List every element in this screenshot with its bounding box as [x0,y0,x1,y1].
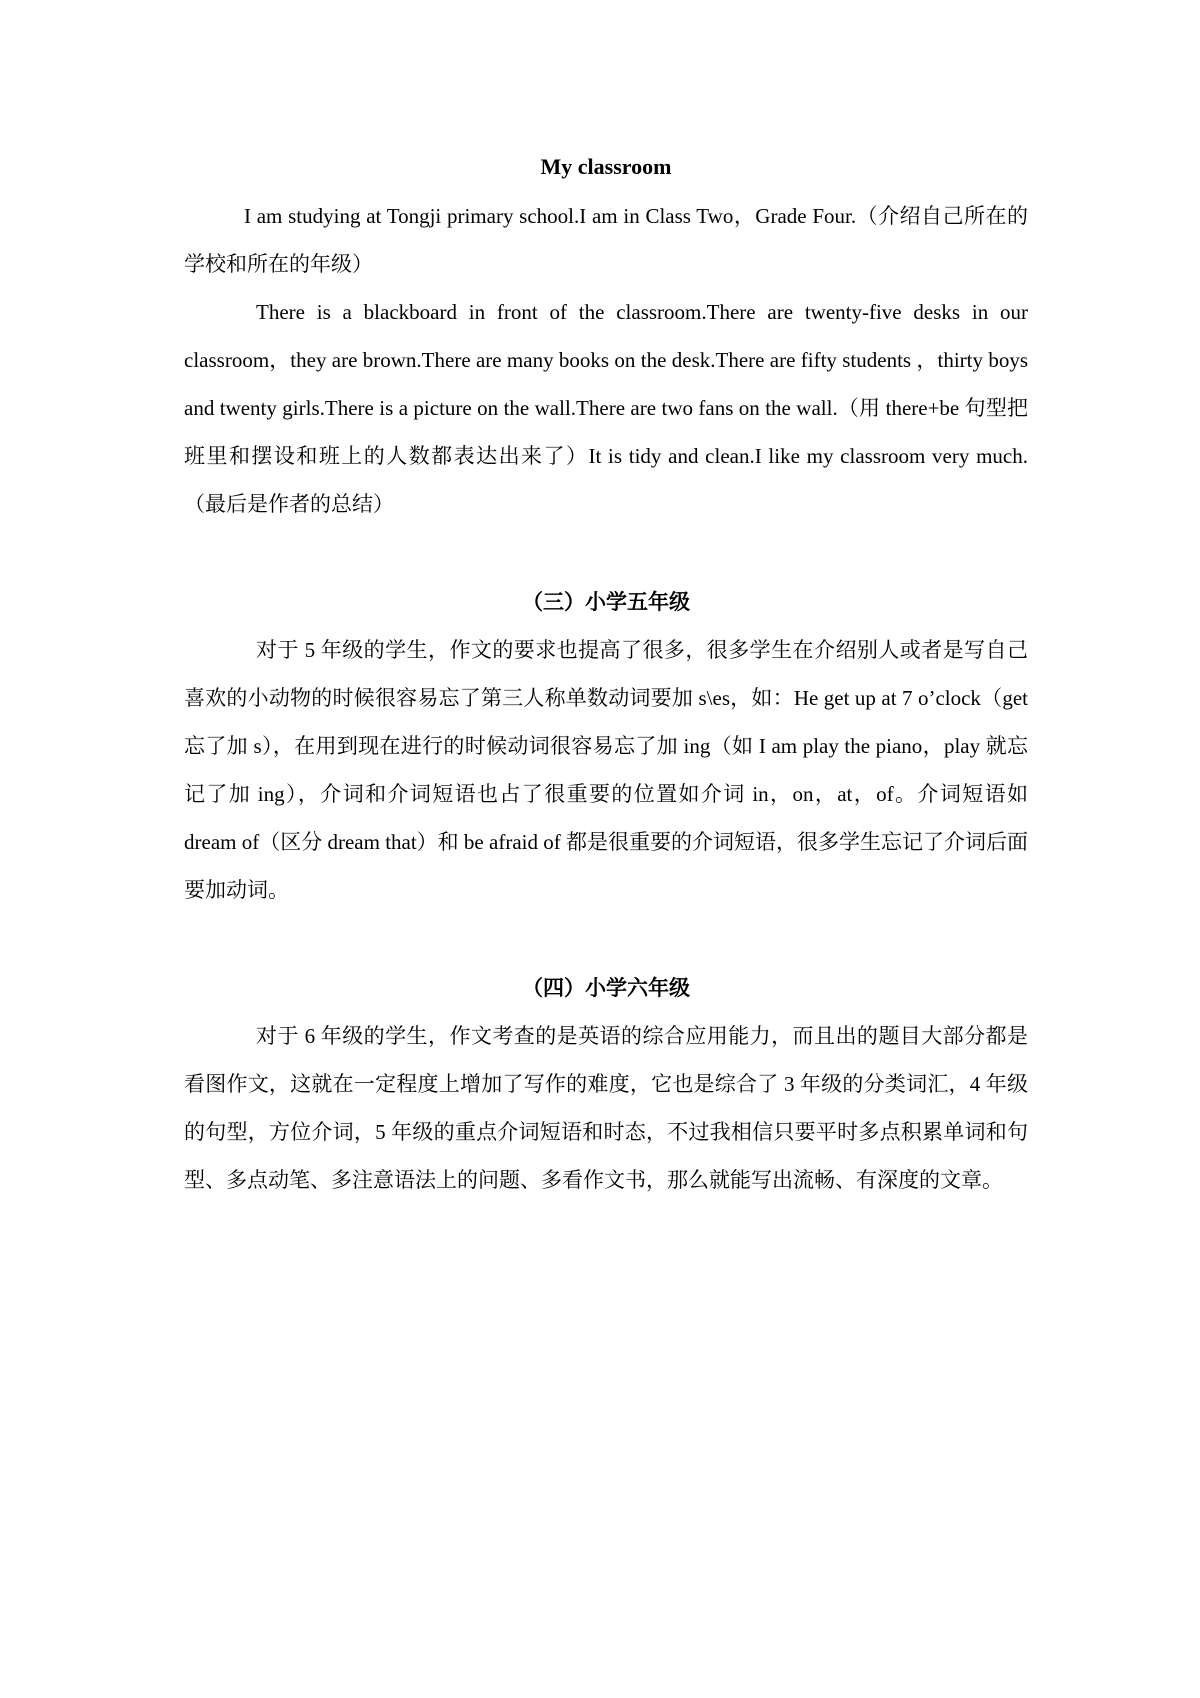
essay-title: My classroom [540,154,672,179]
section-heading-grade5: （三）小学五年级 [522,590,690,614]
section-paragraph-grade5: 对于 5 年级的学生，作文的要求也提高了很多，很多学生在介绍别人或者是写自己喜欢的小动物的时候很容易忘了第三人称单数动词要加 s\es，如：He get up at 7 o’clock（get 忘了加 s），在用到现在进行的时候动词很容易忘了加 ing（如 I am play the piano，play 就忘记了加 ing），介词和介词短语也占了很重要的位置如介词 in，on，at，of。介词短语如 dream of（区分 dream that）和 be afraid of 都是很重要的介词短语，很多学生忘记了介词后面要加动词。 [184,638,1028,902]
classroom-paragraph: There is a blackboard in front of the classroom.There are twenty-five desks in our classroom，they are brown.There are many books on the desk.There are fifty students ，thirty boys and twenty girls.There is a picture on the wall.There are two fans on the wall.（用 there+be 句型把班里和摆设和班上的人数都表达出来了）It is tidy and clean.I like my classroom very much.（最后是作者的总结） [184,300,1028,516]
section-heading-grade6: （四）小学六年级 [522,976,690,1000]
intro-paragraph: I am studying at Tongji primary school.I am in Class Two，Grade Four.（介绍自己所在的学校和所在的年级） [184,204,1028,276]
document-content [184,152,1028,1204]
section-paragraph-grade6: 对于 6 年级的学生，作文考查的是英语的综合应用能力，而且出的题目大部分都是看图作文，这就在一定程度上增加了写作的难度，它也是综合了 3 年级的分类词汇，4 年级的句型，方位介词，5 年级的重点介词短语和时态，不过我相信只要平时多点积累单词和句型、多点动笔、多注意语法上的问题、多看作文书，那么就能写出流畅、有深度的文章。 [184,1024,1028,1192]
